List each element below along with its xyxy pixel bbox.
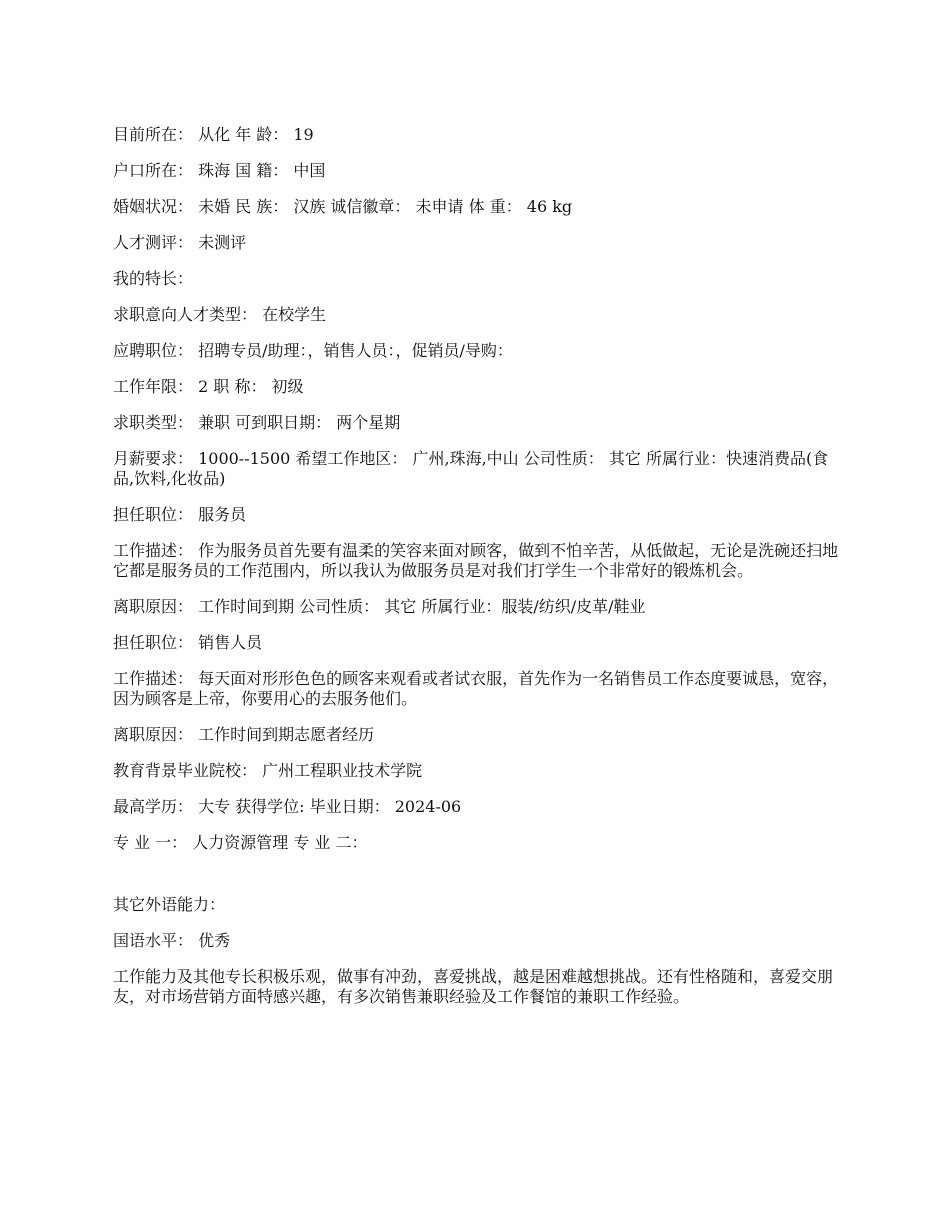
job-description-1-line: 工作描述： 作为服务员首先要有温柔的笑容来面对顾客，做到不怕辛苦，从低做起，无论是洗碗还扫地它都是服务员的工作范围内，所以我认为做服务员是对我们打学生一个非常好的锻炼机会。 <box>113 541 839 580</box>
marital-ethnicity-weight-line: 婚姻状况： 未婚 民 族： 汉族 诚信徽章： 未申请 体 重： 46 kg <box>113 197 573 216</box>
education-school-line: 教育背景毕业院校： 广州工程职业技术学院 <box>113 761 423 780</box>
position-held-1-line: 担任职位： 服务员 <box>113 505 247 524</box>
other-languages-line: 其它外语能力： <box>113 895 226 914</box>
job-description-2-line: 工作描述： 每天面对形形色色的顾客来观看或者试衣服，首先作为一名销售员工作态度要诚恳，宽容，因为顾客是上帝，你要用心的去服务他们。 <box>113 669 839 708</box>
highest-education-line: 最高学历： 大专 获得学位: 毕业日期： 2024-06 <box>113 797 462 816</box>
salary-region-industry-line: 月薪要求： 1000--1500 希望工作地区： 广州,珠海,中山 公司性质： 其它 所属行业：快速消费品(食品,饮料,化妆品) <box>113 449 829 488</box>
current-location-age-line: 目前所在： 从化 年 龄： 19 <box>113 125 314 144</box>
talent-assessment-line: 人才测评： 未测评 <box>113 233 247 252</box>
mandarin-level-line: 国语水平： 优秀 <box>113 931 231 950</box>
leaving-reason-2-line: 离职原因： 工作时间到期志愿者经历 <box>113 725 375 744</box>
resume-document <box>113 125 841 1023</box>
applied-positions-line: 应聘职位： 招聘专员/助理：，销售人员：，促销员/导购： <box>113 341 513 360</box>
abilities-summary-line: 工作能力及其他专长积极乐观，做事有冲劲，喜爱挑战，越是困难越想挑战。还有性格随和，喜爱交朋友，对市场营销方面特感兴趣，有多次销售兼职经验及工作餐馆的兼职工作经验。 <box>113 967 834 1006</box>
position-held-2-line: 担任职位： 销售人员 <box>113 633 263 652</box>
specialty-line: 我的特长： <box>113 269 194 288</box>
job-intention-type-line: 求职意向人才类型： 在校学生 <box>113 305 327 324</box>
hukou-nationality-line: 户口所在： 珠海 国 籍： 中国 <box>113 161 326 180</box>
job-type-available-date-line: 求职类型： 兼职 可到职日期： 两个星期 <box>113 413 401 432</box>
leaving-reason-1-line: 离职原因： 工作时间到期 公司性质： 其它 所属行业：服装/纺织/皮革/鞋业 <box>113 597 646 616</box>
majors-line: 专 业 一： 人力资源管理 专 业 二： <box>113 833 368 852</box>
work-years-title-line: 工作年限： 2 职 称： 初级 <box>113 377 304 396</box>
